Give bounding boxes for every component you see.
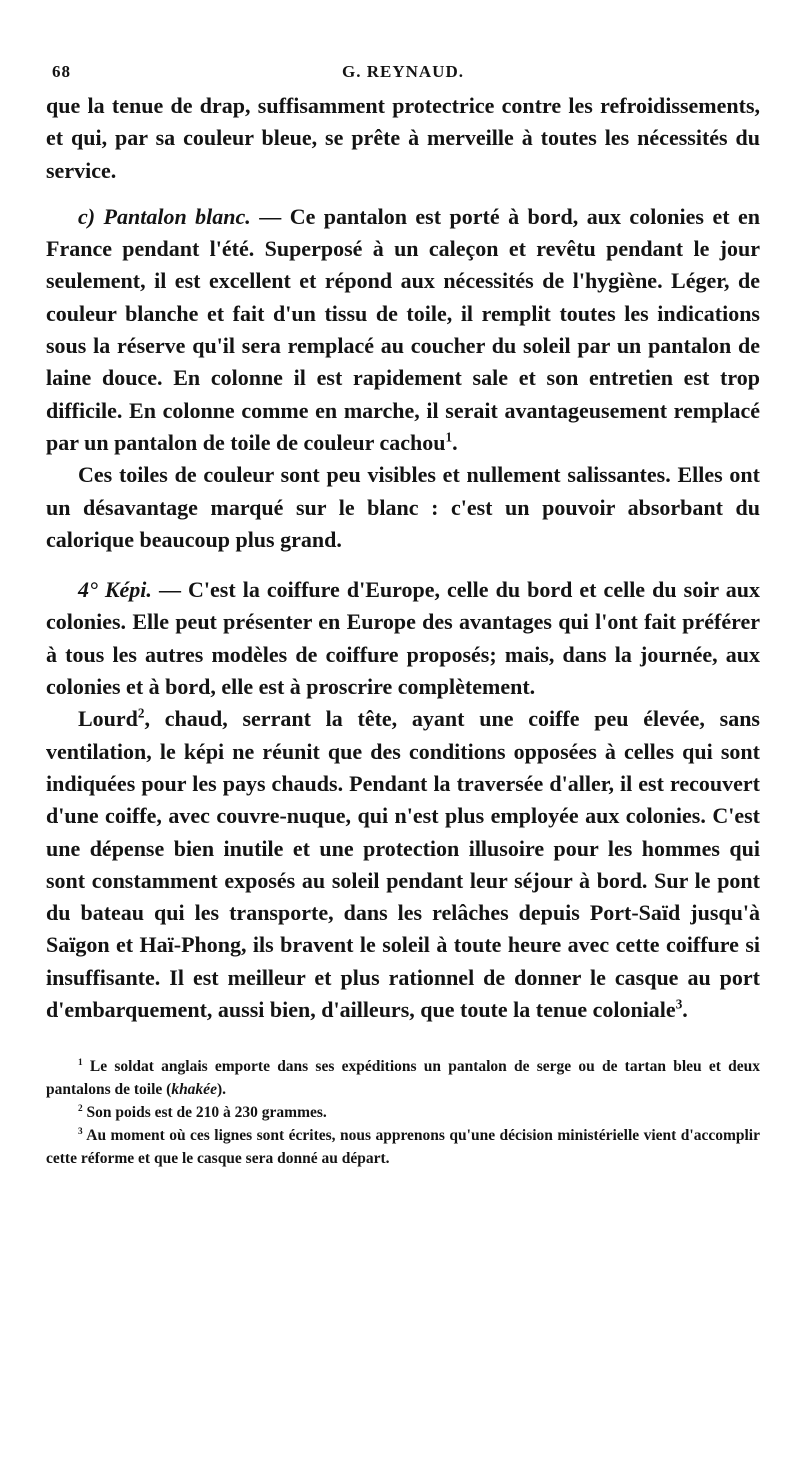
footnote-mark-3: 3 (78, 1126, 83, 1137)
paragraph-text: — C'est la coiffure d'Europe, celle du bord et celle du soir aux colonies. Elle peut présenter en Europe des avantages qui l'ont fait préférer à tous les autres modèles de coiffure proposés; mais, dans la journée, aux colonies et à bord, elle est à proscrire complètement. (46, 577, 760, 700)
footnote-ref-3: 3 (675, 996, 683, 1012)
footnote-text: Au moment où ces lignes sont écrites, nous apprenons qu'une décision ministérielle vient d'accomplir cette réforme et que le casque sera donné au départ. (46, 1126, 760, 1167)
paragraph-continuation (46, 90, 760, 187)
footnote-end: ). (216, 1081, 226, 1099)
footnote-text: Son poids est de 210 à 230 grammes. (82, 1103, 327, 1121)
paragraph-toiles-couleur (46, 459, 760, 556)
paragraph-end: . (452, 429, 458, 455)
page-number: 68 (52, 62, 71, 81)
paragraph-start: Lourd (78, 706, 138, 732)
footnote-3 (46, 1125, 760, 1171)
body-text (46, 90, 760, 1026)
paragraph-text: que la tenue de drap, suffisamment protectrice contre les refroidissements, et qui, par sa couleur bleue, se prête à merveille à toutes les nécessités du service. (46, 93, 760, 183)
footnote-1 (46, 1056, 760, 1102)
paragraph-text: , chaud, serrant la tête, ayant une coiffe peu élevée, sans ventilation, le képi ne réunit que des conditions opposées à celles qui sont indiquées pour les pays chauds. Pendant la traversée d'aller, il est recouvert d'une coiffe, avec couvre-nuque, qui n'est plus employée aux colonies. C'est une dépense bien inutile et une protection illusoire pour les hommes qui sont constamment exposés au soleil pendant leur séjour à bord. Sur le pont du bateau qui les transporte, dans les relâches depuis Port-Saïd jusqu'à Saïgon et Haï-Phong, ils bravent le soleil à toute heure avec cette coiffure si insuffisante. Il est meilleur et plus rationnel de donner le casque au port d'embarquement, aussi bien, d'ailleurs, que toute la tenue coloniale (46, 706, 760, 1023)
paragraph-kepi (46, 574, 760, 703)
footnote-mark-1: 1 (78, 1058, 83, 1069)
footnote-2 (46, 1102, 760, 1125)
paragraph-text: — Ce pantalon est porté à bord, aux colonies et en France pendant l'été. Superposé à un caleçon et revêtu pendant le jour seulement, il est excellent et répond aux nécessités de l'hygiène. Léger, de couleur blanche et fait d'un tissu de toile, il remplit toutes les indications sous la réserve qu'il sera remplacé au coucher du soleil par un pantalon de laine douce. En colonne il est rapidement sale et son entretien est trop difficile. En colonne comme en marche, il serait avantageusement remplacé par un pantalon de toile de couleur cachou (46, 203, 760, 455)
footnotes (46, 1056, 760, 1170)
footnote-ref-2: 2 (137, 706, 145, 722)
running-head-author: G. REYNAUD. (342, 62, 464, 81)
footnote-ref-1: 1 (445, 429, 453, 445)
paragraph-lourd (46, 703, 760, 1026)
paragraph-pantalon-blanc (46, 201, 760, 459)
footnote-text: Le soldat anglais emporte dans ses expéditions un pantalon de serge ou de tartan bleu et deux pantalons de toile ( (46, 1058, 760, 1099)
running-head (46, 62, 760, 86)
footnote-mark-2: 2 (78, 1103, 83, 1114)
section-heading-pantalon-blanc: c) Pantalon blanc. (78, 203, 251, 229)
paragraph-text: Ces toiles de couleur sont peu visibles et nullement salissantes. Elles ont un désavantage marqué sur le blanc : c'est un pouvoir absorbant du calorique beaucoup plus grand. (46, 462, 760, 552)
footnote-italic-term: khakée (171, 1081, 217, 1099)
section-heading-kepi: 4° Képi. (78, 577, 152, 603)
paragraph-end: . (682, 997, 688, 1023)
